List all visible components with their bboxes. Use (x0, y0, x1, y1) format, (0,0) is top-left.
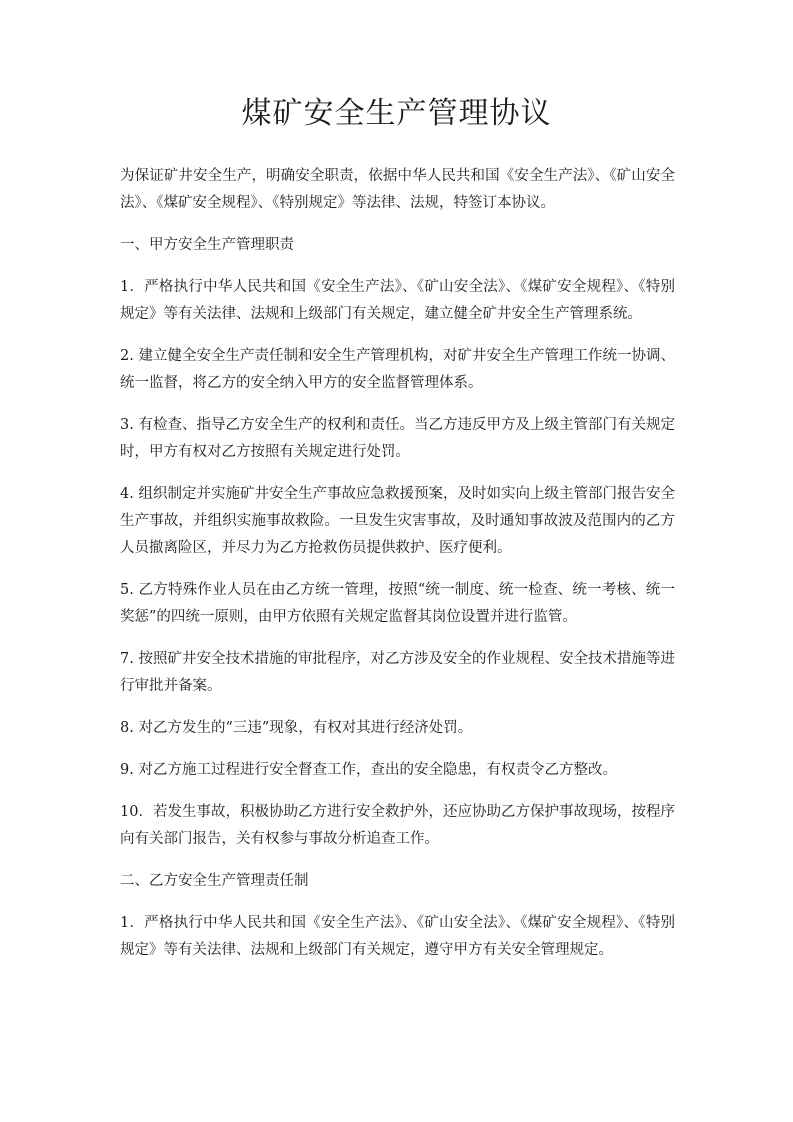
clause-a-5: 5. 乙方特殊作业人员在由乙方统一管理，按照“统一制度、统一检查、统一考核、统一奖惩”的四统一原则，由甲方依照有关规定监督其岗位设置并进行监管。 (120, 582, 675, 625)
clause-a-1: 1．严格执行中华人民共和国《安全生产法》、《矿山安全法》、《煤矿安全规程》、《特别规定》等有关法律、法规和上级部门有关规定，建立健全矿井安全生产管理系统。 (120, 279, 675, 322)
section-heading-party-b: 二、乙方安全生产管理责任制 (120, 873, 309, 889)
intro-paragraph: 为保证矿井安全生产，明确安全职责，依据中华人民共和国《安全生产法》、《矿山安全法》、《煤矿安全规程》、《特别规定》等法律、法规，特签订本协议。 (120, 168, 675, 211)
document-title: 煤矿安全生产管理协议 (241, 96, 552, 131)
clause-a-4: 4. 组织制定并实施矿井安全生产事故应急救援预案，及时如实向上级主管部门报告安全生产事故，并组织实施事故救险。一旦发生灾害事故，及时通知事故波及范围内的乙方人员撤离险区，并尽力为乙方抢救伤员提供救护、医疗便利。 (120, 486, 675, 556)
clause-a-3: 3. 有检查、指导乙方安全生产的权利和责任。当乙方违反甲方及上级主管部门有关规定时，甲方有权对乙方按照有关规定进行处罚。 (120, 417, 675, 460)
section-heading-party-a: 一、甲方安全生产管理职责 (120, 237, 294, 253)
clause-a-9: 9. 对乙方施工过程进行安全督查工作，查出的安全隐患，有权责令乙方整改。 (120, 762, 617, 778)
clause-a-10: 10．若发生事故，积极协助乙方进行安全救护外，还应协助乙方保护事故现场，按程序向有关部门报告，关有权参与事故分析追查工作。 (120, 804, 675, 847)
clause-a-7: 7. 按照矿井安全技术措施的审批程序，对乙方涉及安全的作业规程、安全技术措施等进行审批并备案。 (120, 651, 675, 694)
clause-a-2: 2. 建立健全安全生产责任制和安全生产管理机构，对矿井安全生产管理工作统一协调、统一监督，将乙方的安全纳入甲方的安全监督管理体系。 (120, 348, 675, 391)
clause-b-1: 1．严格执行中华人民共和国《安全生产法》、《矿山安全法》、《煤矿安全规程》、《特别规定》等有关法律、法规和上级部门有关规定，遵守甲方有关安全管理规定。 (120, 915, 675, 958)
document-body (120, 163, 675, 979)
clause-a-8: 8. 对乙方发生的“三违”现象，有权对其进行经济处罚。 (120, 720, 473, 736)
